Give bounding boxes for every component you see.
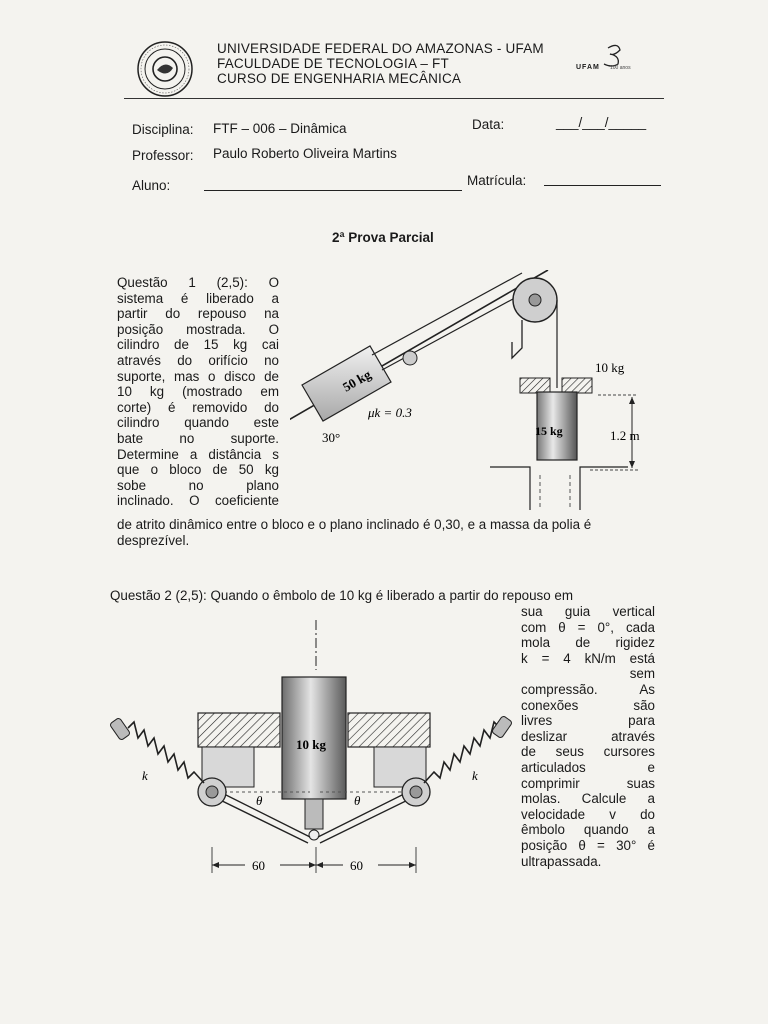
q1-line: bate no suporte. xyxy=(117,430,279,446)
q1-line: corte) é removido do xyxy=(117,399,279,415)
q1-line: cilindro de 15 kg cai xyxy=(117,337,279,353)
q1-line: 10 kg (mostrado em xyxy=(117,384,279,400)
q2-line: sua guia vertical xyxy=(521,604,655,619)
q2-line: mola de rigidez xyxy=(521,635,655,651)
theta-left-label: θ xyxy=(256,793,263,808)
q2-line: êmbolo quando a xyxy=(521,822,655,838)
faculty-name: FACULDADE DE TECNOLOGIA – FT xyxy=(217,56,449,71)
q2-line: deslizar através xyxy=(521,728,655,744)
q2-line: de seus cursores xyxy=(521,744,655,760)
q2-line: com θ = 0°, cada xyxy=(521,619,655,635)
q2-line: ultrapassada. xyxy=(521,853,602,869)
university-name: UNIVERSIDADE FEDERAL DO AMAZONAS - UFAM xyxy=(217,41,544,56)
cylinder-mass-label: 15 kg xyxy=(535,424,563,438)
exam-title: 2ª Prova Parcial xyxy=(332,230,434,245)
student-label: Aluno: xyxy=(132,178,171,193)
q1-tail-line: de atrito dinâmico entre o bloco e o plano inclinado é 0,30, e a massa da polia é xyxy=(117,517,592,532)
q1-line: que o bloco de 50 kg xyxy=(117,462,279,478)
course-name: CURSO DE ENGENHARIA MECÂNICA xyxy=(217,71,462,86)
professor-value: Paulo Roberto Oliveira Martins xyxy=(213,146,397,161)
question-2-text xyxy=(521,604,655,869)
date-field[interactable]: ___/___/_____ xyxy=(556,115,647,130)
spring-left-k-label: k xyxy=(142,768,148,783)
plunger-mass-label: 10 kg xyxy=(296,737,326,752)
spring-right xyxy=(424,715,513,783)
guide-left xyxy=(198,713,280,787)
pulley xyxy=(512,278,557,388)
q2-line: velocidade v do xyxy=(521,806,655,822)
registration-field[interactable] xyxy=(544,185,661,186)
spring-right-k-label: k xyxy=(472,768,478,783)
question-2-first-line: Questão 2 (2,5): Quando o êmbolo de 10 kg é liberado a partir do repouso em xyxy=(110,588,574,603)
theta-right-label: θ xyxy=(354,793,361,808)
q2-line: articulados e xyxy=(521,759,655,775)
dimension-right-label: 60 xyxy=(350,858,363,873)
support xyxy=(490,467,628,510)
student-name-field[interactable] xyxy=(204,190,462,191)
q1-line: através do orifício no xyxy=(117,352,279,368)
friction-coefficient-label: μk = 0.3 xyxy=(368,405,412,420)
q1-line: cilindro quando este xyxy=(117,415,279,431)
disc-10kg xyxy=(520,378,592,393)
q2-line: posição θ = 30° é xyxy=(521,837,655,853)
q2-line: k = 4 kN/m está xyxy=(521,650,655,666)
q2-line: compressão. As xyxy=(521,681,655,697)
q2-line: sem xyxy=(629,666,655,682)
q2-line: livres para xyxy=(521,713,655,729)
question-1-text xyxy=(117,275,279,509)
q2-line: molas. Calcule a xyxy=(521,791,655,807)
cable-and-rod xyxy=(372,273,535,370)
registration-label: Matrícula: xyxy=(467,173,527,188)
ufam-logo-text: UFAM xyxy=(576,64,600,71)
disciplina-value: FTF – 006 – Dinâmica xyxy=(213,121,347,136)
spring-left xyxy=(109,717,204,783)
date-label: Data: xyxy=(472,117,505,132)
q1-line: suporte, mas o disco de xyxy=(117,368,279,384)
disc-mass-label: 10 kg xyxy=(595,360,625,375)
horizontal-dimension xyxy=(212,847,416,873)
q1-line: partir do repouso na xyxy=(117,306,279,322)
q1-tail-line: desprezível. xyxy=(117,532,190,548)
q1-line: sobe no plano xyxy=(117,477,279,493)
block-mass-label: 50 kg xyxy=(340,366,374,395)
q1-line: inclinado. O coeficiente xyxy=(117,493,279,509)
question-1-tail xyxy=(117,517,662,548)
university-seal-logo xyxy=(136,40,194,98)
dimension-left-label: 60 xyxy=(252,858,265,873)
q2-line: conexões são xyxy=(521,697,655,713)
professor-label: Professor: xyxy=(132,148,194,163)
question-2-figure xyxy=(100,615,515,885)
q1-line: posição mostrada. O xyxy=(117,321,279,337)
incline-angle-label: 30° xyxy=(322,430,341,445)
q1-line: Determine a distância s xyxy=(117,446,279,462)
q1-line: Questão 1 (2,5): O xyxy=(117,275,279,290)
height-label: 1.2 m xyxy=(610,428,640,443)
question-1-figure xyxy=(290,270,660,515)
ufam-centenary-logo xyxy=(574,42,654,76)
q1-line: sistema é liberado a xyxy=(117,290,279,306)
disciplina-label: Disciplina: xyxy=(132,122,194,137)
ufam-logo-subtext: 100 anos xyxy=(610,65,631,71)
plunger-10kg xyxy=(282,677,346,840)
header-divider xyxy=(124,98,664,99)
q2-line: comprimir suas xyxy=(521,775,655,791)
guide-right xyxy=(348,713,430,787)
